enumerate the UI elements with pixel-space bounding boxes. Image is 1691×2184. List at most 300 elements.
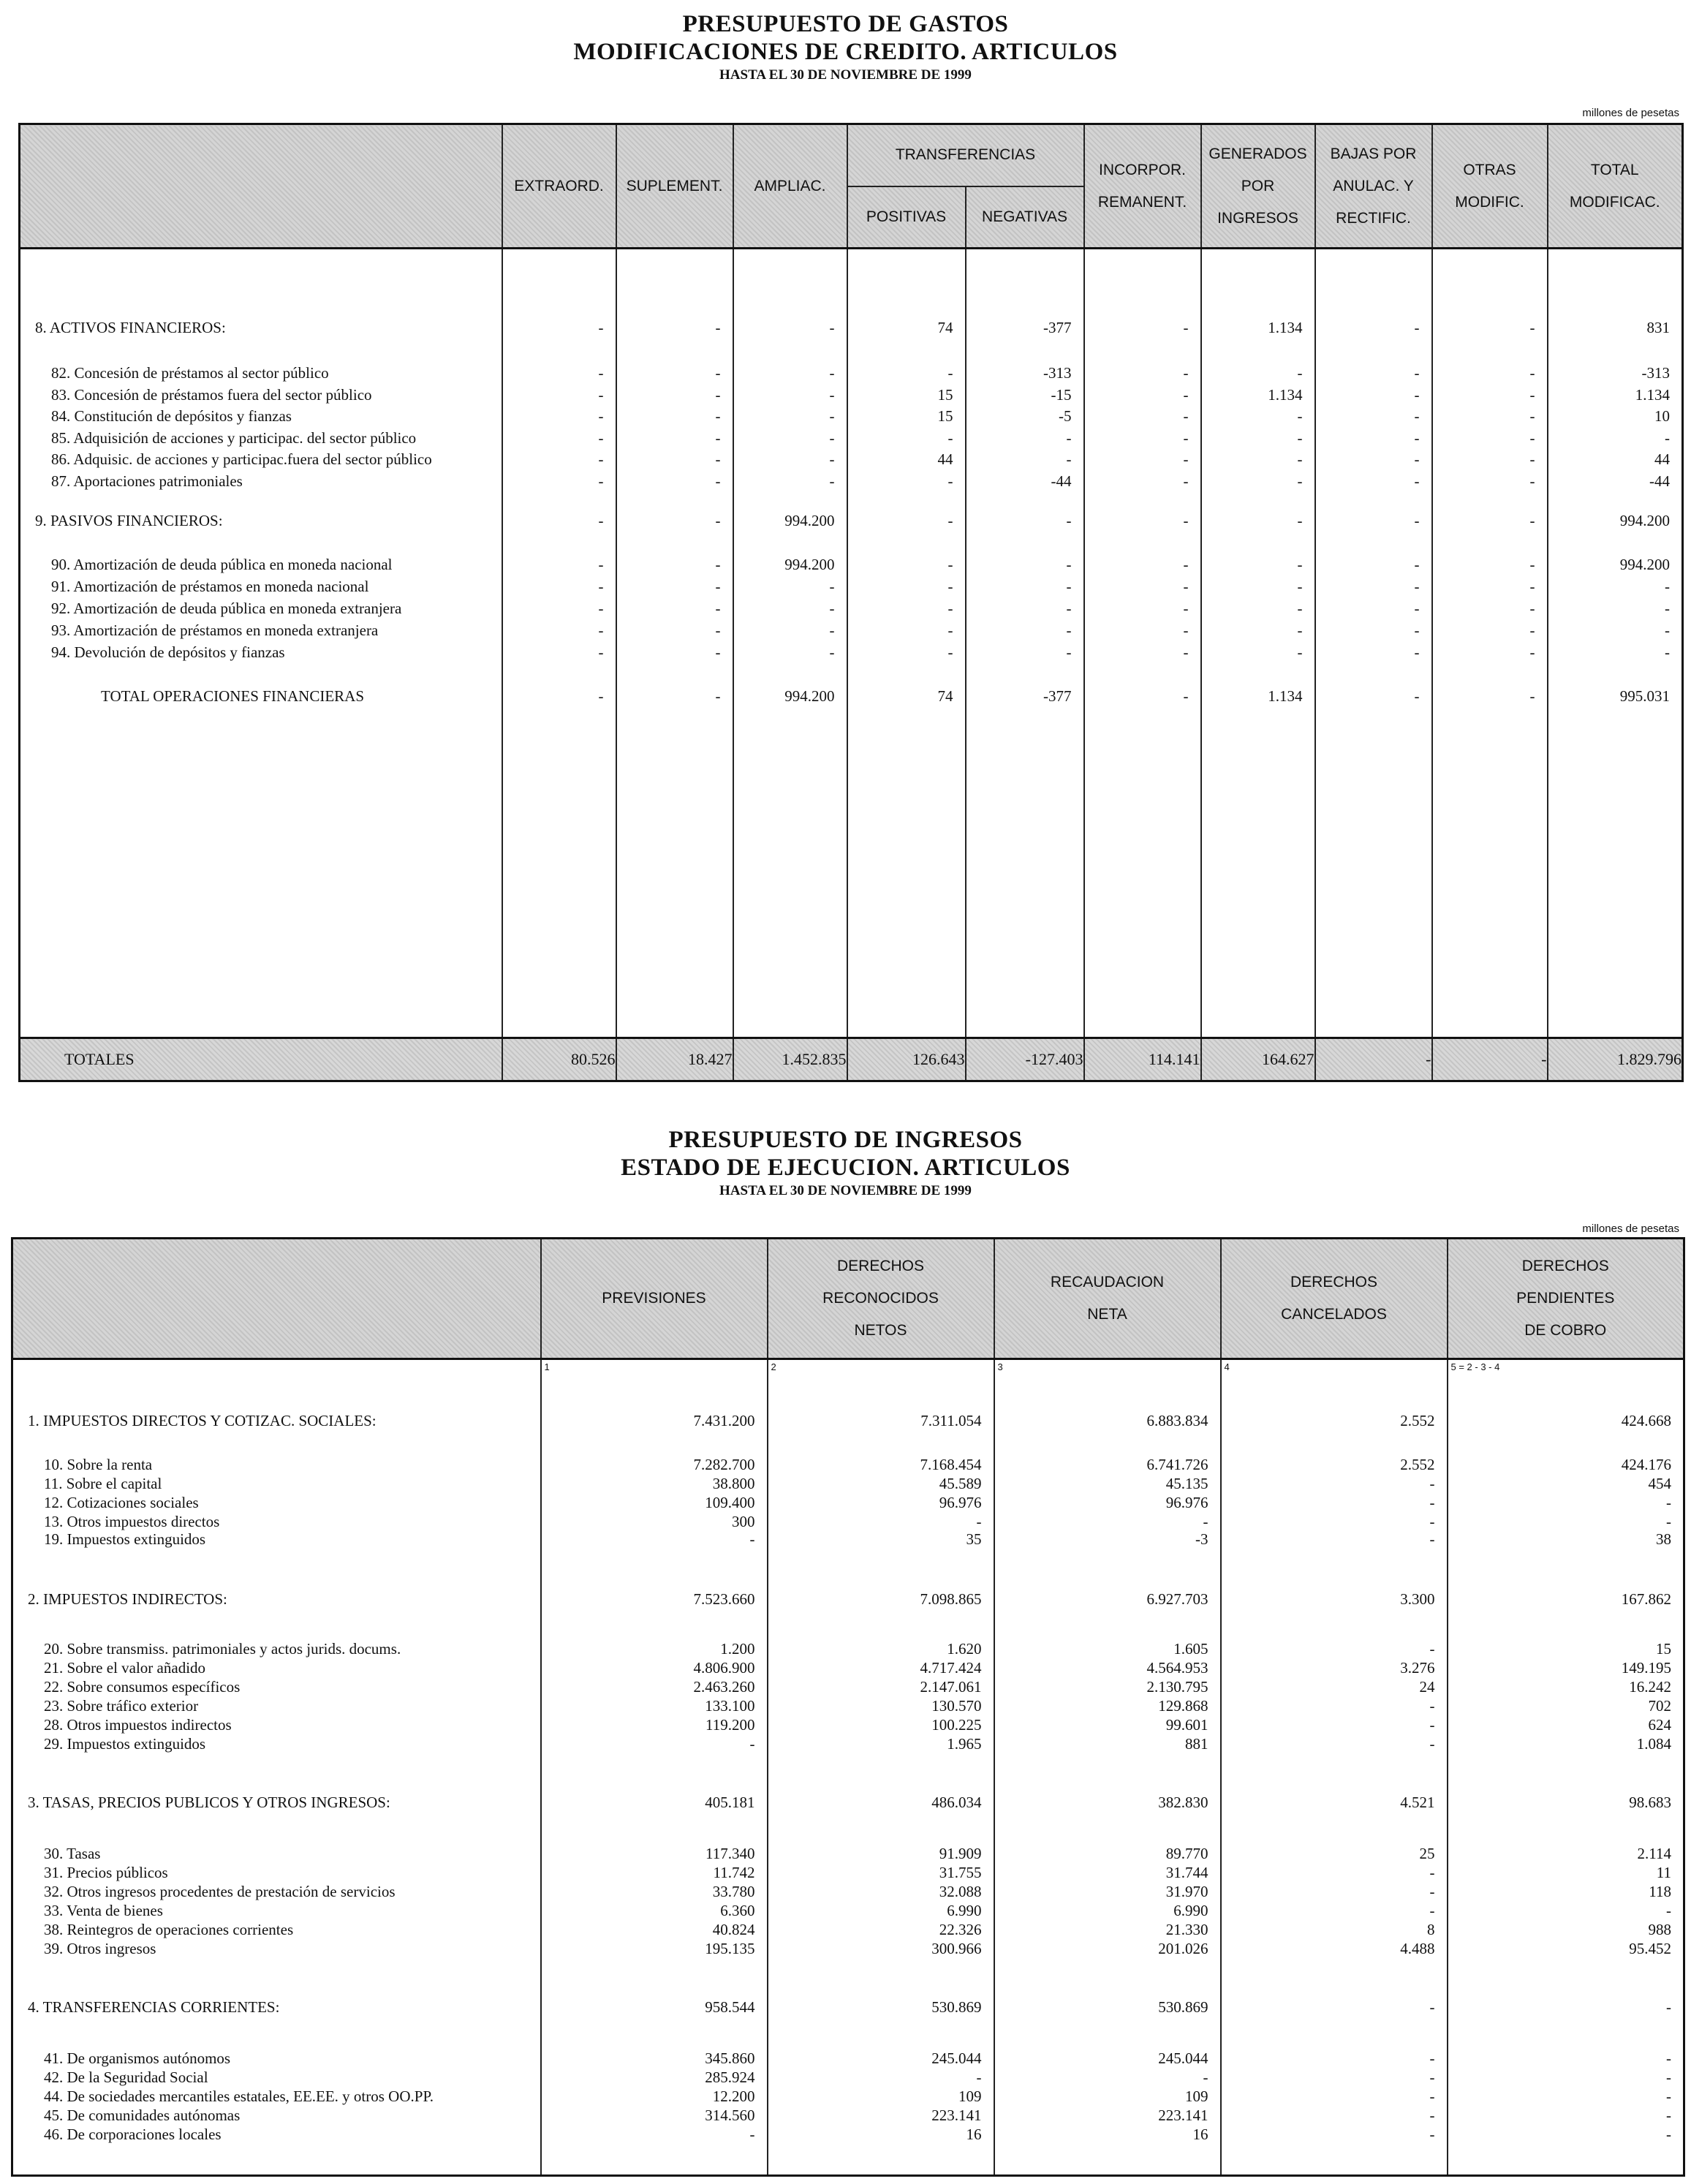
gastos-units: millones de pesetas (1582, 107, 1679, 119)
row-value: - (1203, 1513, 1208, 1530)
col-ampliac: AMPLIAC. (733, 124, 847, 249)
row-value: 994.200 (784, 556, 835, 573)
row-value: 99.601 (1165, 1716, 1208, 1734)
row-value: - (1529, 687, 1535, 705)
row-label: 22. Sobre consumos específicos (44, 1678, 241, 1696)
row-value: - (1429, 1530, 1435, 1548)
row-label: 31. Precios públicos (44, 1864, 168, 1881)
row-label: 86. Adquisic. de acciones y participac.fuera del sector público (51, 450, 432, 468)
row-label: 9. PASIVOS FINANCIEROS: (35, 512, 223, 529)
row-value: - (1429, 1697, 1435, 1715)
row-value: 223.141 (1158, 2106, 1208, 2124)
row-value: 300.966 (931, 1940, 982, 1957)
row-value: - (1429, 1998, 1435, 2016)
row-value: 16.242 (1629, 1678, 1671, 1696)
row-value: - (598, 429, 604, 447)
row-value: - (829, 450, 835, 468)
row-value: - (1297, 600, 1303, 617)
row-value: 995.031 (1619, 687, 1670, 705)
col-recaudacion: RECAUDACION NETA (994, 1239, 1221, 1359)
row-value: - (976, 1513, 982, 1530)
row-value: 7.311.054 (920, 1412, 982, 1429)
row-value: 424.668 (1621, 1412, 1671, 1429)
row-value: 24 (1419, 1678, 1435, 1696)
row-value: 95.452 (1629, 1940, 1671, 1957)
col-otras: OTRAS MODIFIC. (1432, 124, 1548, 249)
row-label: 87. Aportaciones patrimoniales (51, 472, 243, 490)
row-value: - (1429, 2087, 1435, 2105)
row-value: 31.744 (1165, 1864, 1208, 1881)
row-label: 21. Sobre el valor añadido (44, 1659, 206, 1677)
gastos-title: PRESUPUESTO DE GASTOS (682, 11, 1009, 37)
total-value: 18.427 (616, 1038, 733, 1081)
row-value: - (1529, 429, 1535, 447)
row-label: 33. Venta de bienes (44, 1902, 163, 1919)
total-value: 164.627 (1201, 1038, 1315, 1081)
row-value: - (1414, 687, 1420, 705)
row-value: 7.523.660 (693, 1590, 755, 1608)
row-value: 988 (1648, 1921, 1671, 1938)
row-label: 94. Devolución de depósitos y fianzas (51, 643, 285, 661)
gastos-label-column (20, 249, 502, 1038)
row-label: 30. Tasas (44, 1845, 101, 1862)
row-value: 44 (937, 450, 953, 468)
gastos-title-2: MODIFICACIONES DE CREDITO. ARTICULOS (573, 39, 1118, 65)
row-value: 7.168.454 (920, 1456, 982, 1473)
row-value: 1.200 (720, 1640, 755, 1658)
row-label: 44. De sociedades mercantiles estatales, EE.EE. y otros OO.PP. (44, 2087, 434, 2105)
row-value: - (1429, 1883, 1435, 1900)
row-value: 15 (937, 407, 953, 425)
row-value: - (829, 319, 835, 336)
row-value: 382.830 (1158, 1794, 1208, 1811)
row-value: - (1183, 600, 1189, 617)
row-value: 994.200 (1619, 556, 1670, 573)
col-suplement: SUPLEMENT. (616, 124, 733, 249)
row-label: 38. Reintegros de operaciones corrientes (44, 1921, 294, 1938)
row-value: 8 (1427, 1921, 1435, 1938)
row-value: 7.098.865 (920, 1590, 982, 1608)
row-value: - (1429, 1640, 1435, 1658)
row-value: - (598, 687, 604, 705)
row-value: 285.924 (705, 2068, 755, 2086)
row-value: 201.026 (1158, 1940, 1208, 1957)
row-value: - (598, 556, 604, 573)
row-label: 23. Sobre tráfico exterior (44, 1697, 199, 1715)
row-value: - (1183, 556, 1189, 573)
row-value: - (1666, 2087, 1671, 2105)
row-value: - (715, 600, 721, 617)
row-value: 4.564.953 (1146, 1659, 1208, 1677)
row-value: - (1666, 2106, 1671, 2124)
row-value: - (1665, 600, 1670, 617)
row-label: 2. IMPUESTOS INDIRECTOS: (28, 1590, 227, 1608)
row-value: 45.589 (939, 1475, 982, 1492)
col-extraord: EXTRAORD. (502, 124, 616, 249)
row-value: - (1183, 512, 1189, 529)
row-label: 4. TRANSFERENCIAS CORRIENTES: (28, 1998, 280, 2016)
row-value: - (1529, 364, 1535, 382)
row-value: 195.135 (705, 1940, 755, 1957)
row-value: 40.824 (712, 1921, 755, 1938)
row-value: - (1297, 429, 1303, 447)
ingresos-title: PRESUPUESTO DE INGRESOS (668, 1127, 1023, 1153)
row-value: - (1529, 319, 1535, 336)
row-value: - (1414, 429, 1420, 447)
row-value: - (829, 472, 835, 490)
row-value: 345.860 (705, 2049, 755, 2067)
row-value: - (1666, 2068, 1671, 2086)
col-previsiones: PREVISIONES (541, 1239, 768, 1359)
col-cancelados: DERECHOS CANCELADOS (1221, 1239, 1448, 1359)
row-value: 118 (1649, 1883, 1671, 1900)
row-value: - (598, 643, 604, 661)
row-value: - (1429, 1735, 1435, 1753)
row-value: 21.330 (1165, 1921, 1208, 1938)
row-label: 8. ACTIVOS FINANCIEROS: (35, 319, 226, 336)
row-label: 3. TASAS, PRECIOS PUBLICOS Y OTROS INGRESOS: (28, 1794, 390, 1811)
row-value: -44 (1051, 472, 1072, 490)
row-value: 3.300 (1400, 1590, 1435, 1608)
column-number: 2 (771, 1361, 776, 1372)
col-bajas: BAJAS POR ANULAC. Y RECTIFIC. (1315, 124, 1432, 249)
row-value: 424.176 (1621, 1456, 1671, 1473)
row-value: - (1183, 386, 1189, 404)
transferencias-label: TRANSFERENCIAS (848, 125, 1083, 187)
ingresos-label-column (12, 1359, 541, 2176)
row-value: - (598, 407, 604, 425)
col-pendientes: DERECHOS PENDIENTES DE COBRO (1448, 1239, 1684, 1359)
row-value: - (1297, 472, 1303, 490)
row-value: 22.326 (939, 1921, 982, 1938)
row-value: 10 (1654, 407, 1670, 425)
row-value: - (1183, 407, 1189, 425)
row-value: - (1429, 1494, 1435, 1511)
row-value: - (1066, 429, 1072, 447)
row-value: - (1665, 578, 1670, 595)
row-value: - (1183, 621, 1189, 639)
row-value: 11 (1656, 1864, 1671, 1881)
row-label: 19. Impuestos extinguidos (44, 1530, 206, 1548)
row-value: 1.605 (1173, 1640, 1208, 1658)
row-value: - (1297, 450, 1303, 468)
row-value: - (1414, 386, 1420, 404)
row-value: - (1429, 1513, 1435, 1530)
row-value: 1.134 (1635, 386, 1670, 404)
row-value: - (947, 472, 953, 490)
row-value: - (829, 407, 835, 425)
row-value: - (1066, 556, 1072, 573)
row-label: 93. Amortización de préstamos en moneda extranjera (51, 621, 379, 639)
row-value: 129.868 (1158, 1697, 1208, 1715)
row-value: 6.741.726 (1146, 1456, 1208, 1473)
row-value: -3 (1195, 1530, 1208, 1548)
row-value: - (947, 364, 953, 382)
row-value: - (1529, 578, 1535, 595)
row-value: - (1529, 450, 1535, 468)
ingresos-title-block (0, 1126, 1691, 1201)
row-value: - (1183, 578, 1189, 595)
row-value: 2.130.795 (1146, 1678, 1208, 1696)
ingresos-title-2: ESTADO DE EJECUCION. ARTICULOS (621, 1155, 1070, 1181)
row-value: 1.134 (1268, 386, 1303, 404)
row-value: - (1666, 1513, 1671, 1530)
row-value: - (715, 429, 721, 447)
row-value: - (1297, 512, 1303, 529)
row-label: 83. Concesión de préstamos fuera del sector público (51, 386, 372, 404)
row-value: 117.340 (705, 1845, 755, 1862)
total-value: - (1315, 1038, 1432, 1081)
row-value: - (1529, 472, 1535, 490)
row-label: 82. Concesión de préstamos al sector público (51, 364, 329, 382)
row-value: 38.800 (712, 1475, 755, 1492)
row-value: - (947, 578, 953, 595)
row-label: 39. Otros ingresos (44, 1940, 156, 1957)
row-value: - (1183, 429, 1189, 447)
row-value: - (1529, 643, 1535, 661)
row-value: - (1183, 643, 1189, 661)
row-value: - (947, 512, 953, 529)
row-label: 90. Amortización de deuda pública en moneda nacional (51, 556, 393, 573)
row-value: - (1066, 512, 1072, 529)
gastos-title-block (0, 10, 1691, 85)
row-value: 7.282.700 (693, 1456, 755, 1473)
gastos-subtitle: HASTA EL 30 DE NOVIEMBRE DE 1999 (719, 67, 972, 83)
row-value: - (715, 386, 721, 404)
row-value: - (829, 429, 835, 447)
row-value: 149.195 (1621, 1659, 1671, 1677)
row-label: 20. Sobre transmiss. patrimoniales y actos jurids. docums. (44, 1640, 401, 1658)
total-value: 114.141 (1084, 1038, 1201, 1081)
gastos-table (18, 123, 1684, 1082)
row-label: 29. Impuestos extinguidos (44, 1735, 206, 1753)
row-value: - (749, 1530, 755, 1548)
row-value: - (1665, 643, 1670, 661)
row-value: - (715, 556, 721, 573)
row-value: - (1297, 578, 1303, 595)
row-label: 1. IMPUESTOS DIRECTOS Y COTIZAC. SOCIALES: (28, 1412, 377, 1429)
row-label: 13. Otros impuestos directos (44, 1513, 220, 1530)
row-value: 1.134 (1268, 319, 1303, 336)
row-value: - (1297, 364, 1303, 382)
row-value: - (976, 2068, 982, 2086)
row-value: 4.717.424 (920, 1659, 982, 1677)
row-value: 31.970 (1165, 1883, 1208, 1900)
col-incorpor: INCORPOR. REMANENT. (1084, 124, 1201, 249)
row-value: - (829, 600, 835, 617)
row-label: 92. Amortización de deuda pública en moneda extranjera (51, 600, 402, 617)
row-value: - (1429, 1864, 1435, 1881)
row-value: -15 (1051, 386, 1072, 404)
row-value: - (1183, 687, 1189, 705)
row-value: - (1414, 472, 1420, 490)
row-value: 109 (1185, 2087, 1208, 2105)
row-value: - (947, 600, 953, 617)
row-value: 109 (958, 2087, 982, 2105)
column-number: 5 = 2 - 3 - 4 (1450, 1361, 1500, 1372)
row-label: TOTAL OPERACIONES FINANCIERAS (101, 687, 365, 705)
gastos-header-label (20, 124, 502, 249)
row-value: - (1529, 386, 1535, 404)
col-positivas: POSITIVAS (848, 187, 966, 248)
row-value: 6.883.834 (1146, 1412, 1208, 1429)
row-value: - (947, 429, 953, 447)
row-value: 702 (1648, 1697, 1671, 1715)
row-value: 33.780 (712, 1883, 755, 1900)
row-value: -377 (1043, 687, 1072, 705)
row-value: 2.114 (1637, 1845, 1671, 1862)
row-value: - (598, 512, 604, 529)
row-value: 6.360 (720, 1902, 755, 1919)
row-value: - (1666, 1902, 1671, 1919)
row-value: 2.552 (1400, 1412, 1435, 1429)
row-value: 4.521 (1400, 1794, 1435, 1811)
row-value: 3.276 (1400, 1659, 1435, 1677)
row-value: 6.990 (947, 1902, 982, 1919)
ingresos-units: millones de pesetas (1582, 1223, 1679, 1235)
row-value: - (947, 556, 953, 573)
row-value: - (1429, 2068, 1435, 2086)
total-value: - (1432, 1038, 1548, 1081)
column-number: 3 (997, 1361, 1003, 1372)
row-value: 15 (937, 386, 953, 404)
row-label: 41. De organismos autónomos (44, 2049, 231, 2067)
row-value: - (598, 386, 604, 404)
row-value: 831 (1646, 319, 1670, 336)
row-value: - (1066, 450, 1072, 468)
row-value: - (598, 621, 604, 639)
row-value: - (598, 319, 604, 336)
row-value: 1.620 (947, 1640, 982, 1658)
row-value: 994.200 (1619, 512, 1670, 529)
row-value: 7.431.200 (693, 1412, 755, 1429)
row-value: - (715, 472, 721, 490)
row-value: - (829, 364, 835, 382)
row-value: - (1066, 643, 1072, 661)
total-value: 1.829.796 (1548, 1038, 1683, 1081)
row-value: - (1414, 556, 1420, 573)
row-value: 96.976 (1165, 1494, 1208, 1511)
ingresos-header-label (12, 1239, 541, 1359)
row-value: -5 (1059, 407, 1072, 425)
row-value: - (715, 364, 721, 382)
row-value: 25 (1419, 1845, 1435, 1862)
row-value: - (715, 319, 721, 336)
total-value: 1.452.835 (733, 1038, 847, 1081)
row-label: 11. Sobre el capital (44, 1475, 162, 1492)
row-value: 223.141 (931, 2106, 982, 2124)
row-value: - (1429, 2126, 1435, 2143)
row-value: 1.965 (947, 1735, 982, 1753)
row-label: 84. Constitución de depósitos y fianzas (51, 407, 292, 425)
row-value: - (598, 472, 604, 490)
row-value: 74 (937, 687, 953, 705)
row-value: - (1529, 621, 1535, 639)
column-number: 4 (1224, 1361, 1230, 1372)
row-value: - (715, 512, 721, 529)
row-value: 133.100 (705, 1697, 755, 1715)
row-value: -44 (1649, 472, 1670, 490)
row-value: - (1066, 600, 1072, 617)
row-value: 91.909 (939, 1845, 982, 1862)
row-label: 32. Otros ingresos procedentes de prestación de servicios (44, 1883, 396, 1900)
row-value: - (715, 407, 721, 425)
row-value: - (1414, 364, 1420, 382)
col-total: TOTAL MODIFICAC. (1548, 124, 1683, 249)
row-value: 38 (1656, 1530, 1671, 1548)
row-value: 2.147.061 (920, 1678, 982, 1696)
row-value: - (598, 364, 604, 382)
total-value: -127.403 (966, 1038, 1084, 1081)
row-value: - (1183, 364, 1189, 382)
total-value: 126.643 (847, 1038, 966, 1081)
row-value: - (1183, 472, 1189, 490)
row-value: 486.034 (931, 1794, 982, 1811)
row-value: - (1066, 578, 1072, 595)
row-value: -377 (1043, 319, 1072, 336)
row-value: 11.742 (713, 1864, 755, 1881)
row-value: - (598, 450, 604, 468)
row-value: 624 (1648, 1716, 1671, 1734)
row-value: 994.200 (784, 687, 835, 705)
row-value: 32.088 (939, 1883, 982, 1900)
row-value: - (1414, 621, 1420, 639)
row-value: - (1429, 2049, 1435, 2067)
row-value: - (715, 450, 721, 468)
row-label: 28. Otros impuestos indirectos (44, 1716, 232, 1734)
row-value: - (715, 621, 721, 639)
row-value: - (715, 578, 721, 595)
row-value: 35 (966, 1530, 982, 1548)
row-value: - (1414, 319, 1420, 336)
row-value: 119.200 (705, 1716, 755, 1734)
ingresos-subtitle: HASTA EL 30 DE NOVIEMBRE DE 1999 (719, 1183, 972, 1198)
row-value: 2.463.260 (693, 1678, 755, 1696)
row-value: - (1414, 450, 1420, 468)
row-value: -313 (1641, 364, 1670, 382)
row-label: 42. De la Seguridad Social (44, 2068, 208, 2086)
col-negativas: NEGATIVAS (981, 208, 1068, 225)
row-value: - (1429, 1716, 1435, 1734)
row-value: 530.869 (931, 1998, 982, 2016)
row-value: 4.488 (1400, 1940, 1435, 1957)
row-value: 1.084 (1636, 1735, 1671, 1753)
row-value: - (1414, 512, 1420, 529)
row-value: - (1414, 600, 1420, 617)
row-value: 98.683 (1629, 1794, 1671, 1811)
row-value: - (1203, 2068, 1208, 2086)
row-value: - (829, 578, 835, 595)
row-value: - (947, 621, 953, 639)
row-value: 31.755 (939, 1864, 982, 1881)
row-value: 12.200 (712, 2087, 755, 2105)
row-value: 1.134 (1268, 687, 1303, 705)
row-value: - (1066, 621, 1072, 639)
row-value: - (715, 643, 721, 661)
column-number: 1 (544, 1361, 550, 1372)
row-label: 12. Cotizaciones sociales (44, 1494, 199, 1511)
row-value: 314.560 (705, 2106, 755, 2124)
row-label: 46. De corporaciones locales (44, 2126, 222, 2143)
total-value: 80.526 (502, 1038, 616, 1081)
row-label: 10. Sobre la renta (44, 1456, 153, 1473)
row-value: - (1183, 450, 1189, 468)
row-value: 44 (1654, 450, 1670, 468)
row-value: 6.927.703 (1146, 1590, 1208, 1608)
row-value: - (1666, 2126, 1671, 2143)
row-value: 405.181 (705, 1794, 755, 1811)
row-value: - (598, 600, 604, 617)
